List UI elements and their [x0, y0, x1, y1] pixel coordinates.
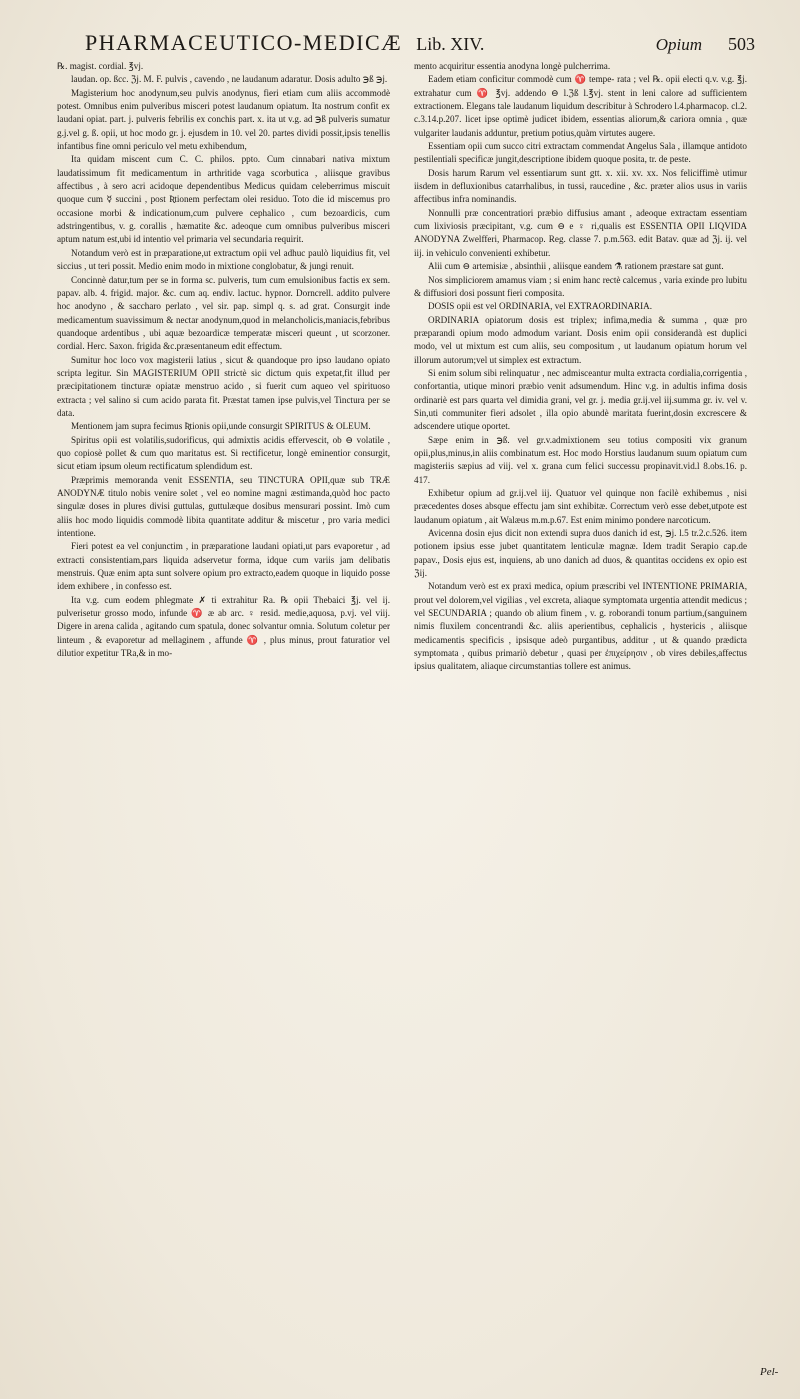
paragraph: Ita v.g. cum eodem phlegmate ✗ ti extrahitur Ra. ℞ opii Thebaici ℥j. vel ij. pulverisetur grosso modo, infunde ♈ æ ab arc. ♀ resid. medie,aquosa, p.vj. vel viij. Digere in arena calida , agitando cum spatula, donec solvantur omnia. Solutum coletur per linteum , & evaporetur ad mellaginem , affunde ♈ , plus minus, prout faturatior vel dilutior expetitur TRa,& in mo- [57, 594, 390, 659]
paragraph: Nonnulli præ concentratiori præbio diffusius amant , adeoque extractam essentiam cum lixiviosis præcipitant, v.g. cum ⊖ e ♀ ri,qualis est ESSENTIA OPII LIQVIDA ANODYNA Zwelfferi, Pharmacop. Reg. classe 7. p.m.563. edit Batav. quæ ad ℨj. ij. vel iij. in vehiculo convenienti exhibetur. [414, 207, 747, 258]
paragraph: Notandum verò est in præparatione,ut extractum opii vel adhuc paulò liquidius fit, vel siccius , ut teri possit. Medio enim modo in mixtione conglobatur, & jungi renuit. [57, 247, 390, 272]
running-head-book: Lib. XIV. [416, 34, 485, 54]
paragraph: ORDINARIA opiatorum dosis est triplex; infima,media & summa , quæ pro præparandi opium modo admodum variant. Dosis enim opii considerandà est duplici modo, vel ut mixtum est cum aliis, seu compositum , ut laudanum opiatum horum vel illorum autorum;vel ut simplex est extractum. [414, 314, 747, 365]
paragraph: Fieri potest ea vel conjunctim , in præparatione laudani opiati,ut pars evaporetur , ad extracti consistentiam,pars liquida adservetur forma, idque cum variis jam delibatis menstruis. Quæ enim apta sunt solvere opium pro extracto,eadem quoque in liquido posse idem exhibere , in confesso est. [57, 541, 390, 592]
right-text-column [414, 60, 747, 674]
paragraph: Dosis harum Rarum vel essentiarum sunt gtt. x. xii. xv. xx. Nos feliciffimè utimur iisdem in defluxionibus catarrhalibus, in tussi, raucedine , &c. præter alios usus in variis affectibus infra nominandis. [414, 167, 747, 205]
page-number: 503 [728, 34, 755, 54]
left-text-column [57, 60, 390, 660]
paragraph: Concinnè datur,tum per se in forma sc. pulveris, tum cum emulsionibus factis ex sem. papav. alb. 4. frigid. major. &c. cum aq. endiv. lactuc. hypnor. Dorncrell. addito pulvere hoc anodyno , & saccharo perlato , vel sir. pap. simpl q. s. ad grat. Consurgit inde medicamentum suavissimum & nectar anodynum,quod in melancholicis,maniacis,febribus quandoque ardentibus , ubi aquæ bezoardicæ temperatæ misceri queunt , ut scorzoner. cordial. Herc. Saxon. frigida &c.præsentaneum edit effectum. [57, 274, 390, 352]
paragraph: Essentiam opii cum succo citri extractam commendat Angelus Sala , illamque antidoto pestilentiali specificæ jungit,descriptione ibidem quoque posita, tr. de peste. [414, 141, 747, 165]
running-head-left [85, 30, 484, 56]
paragraph: Mentionem jam supra fecimus Ʀtionis opii,unde consurgit SPIRITUS & OLEUM. [71, 421, 371, 432]
paragraph: Avicenna dosin ejus dicit non extendi supra duos danich id est, ℈j. l.5 tr.2.c.526. item potionem ipsius esse jubet quantitatem lenticulæ magnæ. Idem tradit Serapio cap.de papav., Dosis ejus est, inquiens, ab uno danich ad duos, & quantitas occidens ex opio est ℨij. [414, 528, 747, 579]
paragraph: Eadem etiam conficitur commodè cum ♈ tempe- rata ; vel ℞. opii electi q.v. v.g. ℥j. extrahatur cum ♈ ℥vj. addendo ⊖ l.ℨß l.℥vj. stent in leni calore ad sufficientem extractionem. Elegans tale laudanum liquidum describitur à Schrodero l.4.pharmacop. cl.2. c.3.14.p.207. licet ipse optimè judicet ibidem, essentias aliorum,& cariora omnia , quæ vulgariter laudanis adduntur, pretium potius,quàm virtutes augere. [414, 74, 747, 138]
catchword: Pel- [760, 1366, 779, 1378]
paragraph: Sumitur hoc loco vox magisterii latius , sicut & quandoque pro ipso laudano opiato scripta legitur. Sin MAGISTERIUM OPII strictè sic dictum quis expetat,fit illud per præcipitationem tincturæ opiatæ menstruo acido , si fuerit cum aqueo vel spirituoso extracta ; vel salino si cum acido parata fit. Præstat tamen ipse pulvis,vel Tinctura per se data. [57, 354, 390, 418]
paragraph: Spiritus opii est volatilis,sudorificus, qui admixtis acidis effervescit, ob ⊖ volatile , quo copiosè pollet & cum quo maritatus est. Si rectificetur, longè eminentior consurgit, sicut etiam ipsum oleum rectificatum splendidum est. [57, 434, 390, 472]
paragraph: Magisterium hoc anodynum,seu pulvis anodynus, fieri etiam cum aliis accommodè potest. Omnibus enim pulveribus misceri potest laudanum opiatum. Ita nostrum confit ex laudani opiat. part. j. pulveris febrilis ex conchis part. x. ita ut v.g. ad ℈ß pulveris sumatur g.j.vel g. ß. opii, ut hoc modo gr. j. ejusdem in 10. vel 20. partes dividi possit,ipsis tenellis infantibus fine omni periculo vel metu exhibendum, [57, 87, 390, 152]
running-head-title: PHARMACEUTICO-MEDICÆ [85, 30, 403, 55]
paragraph: Nos simpliciorem amamus viam ; si enim hanc rectè calcemus , varia exinde pro lubitu & diffusiori dosi possunt fieri composita. [414, 274, 747, 298]
paragraph: ℞. magist. cordial. ℥vj. [57, 61, 144, 71]
paragraph: Sæpe enim in ℈ß. vel gr.v.admixtionem seu totius compositi vix granum opii,plus,minus,in aliis combinatum est. Hoc modo Horstius laudanum suum opiatum cum magisteriis sæpius ad viij. vel x. grana cum felici successu propinavit.vid.l 8.obs.16. p. 417. [414, 434, 747, 485]
running-head-right [656, 34, 755, 55]
paragraph: Notandum verò est ex praxi medica, opium præscribi vel INTENTIONE PRIMARIA, prout vel dolorem,vel vigilias , vel excreta, aliaque symptomata urgentia attendit medicus ; vel SECUNDARIA ; quando ob alium finem , v. g. roborandi tonum partium,(sanguinem nimis fluxilem concentrandi &c. aliis aperientibus, cephalicis , hystericis , aliisque medicamentis specificis , ipsisque adeò purgantibus, additur , ut & quando prædicta symptomata , quibus primariò debetur , quasi per ἐπιχείρησιν , ob vires debiles,affectus ipsius qualitatem, aliaque circumstantias tollere est animus. [414, 581, 747, 672]
paragraph: Alii cum ⊖ artemisiæ , absinthii , aliisque eandem ⚗ rationem præstare sat gunt. [428, 261, 724, 272]
paragraph: Exhibetur opium ad gr.ij.vel iij. Quatuor vel quinque non facilè exhibemus , nisi præcedentes doses absque effectu jam sint exhibitæ. Correctum verò esse debet,utpote est laudanum opiatum , ait Walæus m.m.p.67. Est enim minimo pondere narcoticum. [414, 488, 747, 525]
running-head-word: Opium [655, 35, 702, 54]
paragraph: laudan. op. ßcc. ℨj. M. F. pulvis , cavendo , ne laudanum adaratur. Dosis adulto ℈ß ℈j. [71, 74, 388, 85]
running-head [85, 30, 755, 58]
paragraph: mento acquiritur essentia anodyna longè pulcherrima. [414, 61, 611, 71]
paragraph: Præprimis memoranda venit ESSENTIA, seu TINCTURA OPII,quæ sub TRÆ ANODYNÆ titulo nobis venire solet , vel eo nomine magni æstimanda,quòd hoc pacto singulæ doses in plures divisi guttulas, guttulæque dosibus mensurari possint. Imò cum aliis hoc modo liquidis commodè libita quantitate additur & miscetur , pro varia medici intentione. [57, 474, 390, 539]
paragraph: DOSIS opii est vel ORDINARIA, vel EXTRAORDINARIA. [428, 301, 653, 312]
paragraph: Ita quidam miscent cum C. C. philos. ppto. Cum cinnabari nativa mixtum laudatissimum fit medicamentum in arthritide vaga scorbutica , aliisque gravibus affectibus , à sero acri acidoque dependentibus Medicus quidam celeberrimus miscuit quoque cum ☿ succini , post Ʀtionem perfectam olei residuo. Toto die id miscemus pro occasione morbi & indicationum,cum pulvere cephalico , cum bezoardicis, cum adstringentibus, v. g. corallis , hæmatite &c. adeoque cum omnibus pulveribus misceri aptum natum est,ubi id intentio vel primaria vel secundaria requirit. [57, 154, 390, 245]
paragraph: Si enim solum sibi relinquatur , nec admisceantur multa extracta cordialia,corrigentia , confortantia, utique minori præbio venit adsumendum. Hinc v.g. in adultis infima dosis ordinariè est pars quarta vel dimidia grani, vel gr. j. media gr.ij.vel iij.summa gr. iv. vel v. Sin,uti communiter fieri adsolet , illa opio abundè maritata fuerint,dosin excrescere & adscendere utique oportet. [414, 367, 747, 432]
